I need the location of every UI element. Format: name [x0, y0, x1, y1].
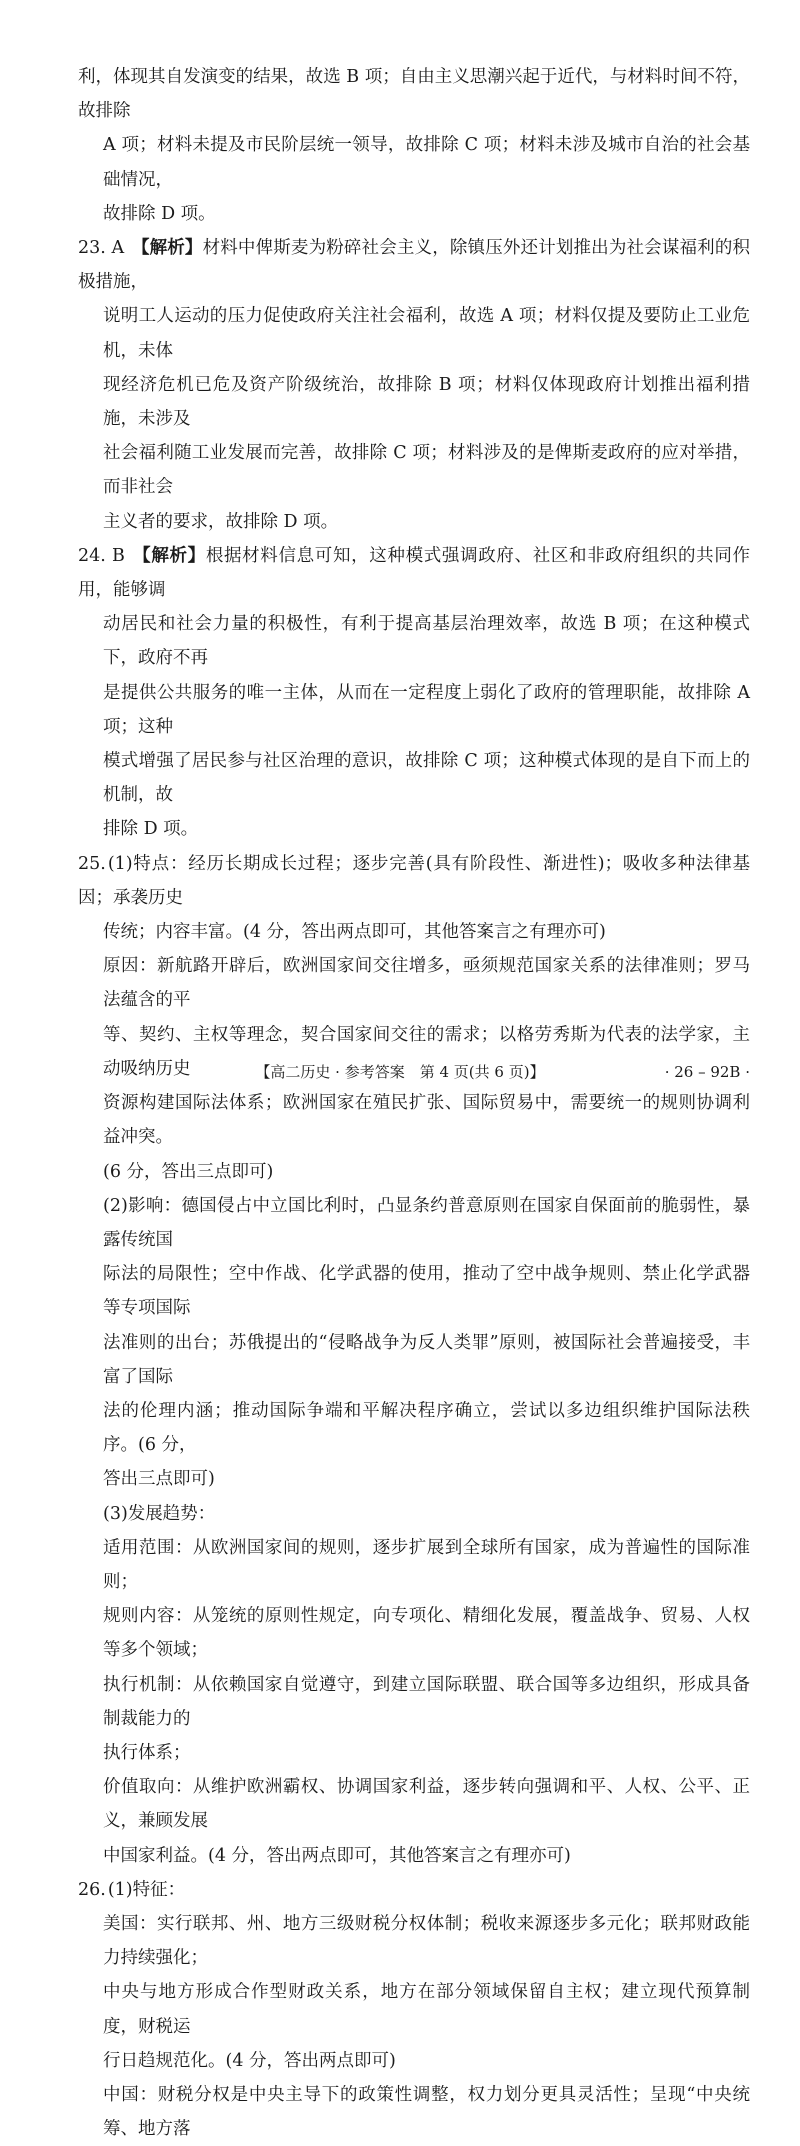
q26-number: 26. [78, 1879, 106, 1900]
footer-page-info: 【高二历史 · 参考答案 第 4 页(共 6 页)】 [255, 1063, 545, 1081]
q22-line: 利，体现其自发演变的结果，故选 B 项；自由主义思潮兴起于近代，与材料时间不符，故排除 [78, 67, 750, 122]
q25-line: 法准则的出台；苏俄提出的“侵略战争为反人类罪”原则，被国际社会普遍接受，丰富了国际 [103, 1332, 750, 1387]
q26-line: 中央与地方形成合作型财政关系，地方在部分领域保留自主权；建立现代预算制度，财税运 [103, 1982, 750, 2037]
q24-first-line [78, 539, 750, 607]
q23-line: 社会福利随工业发展而完善，故排除 C 项；材料涉及的是俾斯麦政府的应对举措，而非社会 [103, 443, 750, 498]
q26-text: (1)特征： [107, 1879, 186, 1900]
q26-first-line [78, 1873, 750, 1907]
q26-line: 行日趋规范化。(4 分，答出两点即可) [103, 2050, 396, 2071]
q24-number: 24. B [78, 545, 125, 566]
q25-line: 价值取向：从维护欧洲霸权、协调国家利益，逐步转向强调和平、人权、公平、正义，兼顾发展 [103, 1777, 750, 1832]
q25-line: 际法的局限性；空中作战、化学武器的使用，推动了空中战争规则、禁止化学武器等专项国际 [103, 1264, 750, 1319]
answer-content [78, 60, 750, 2146]
q23-analysis-tag: 【解析】 [131, 238, 203, 259]
q25-line: 规则内容：从笼统的原则性规定，向专项化、精细化发展，覆盖战争、贸易、人权等多个领域； [103, 1606, 750, 1661]
q25-line: (6 分，答出三点即可) [103, 1161, 274, 1182]
q25-line: 等、契约、主权等理念，契合国家间交往的需求；以格劳秀斯为代表的法学家，主动吸纳历史 [103, 1024, 750, 1079]
q24-line: 模式增强了居民参与社区治理的意识，故排除 C 项；这种模式体现的是自下而上的机制，故 [103, 751, 750, 806]
q25-line: 法的伦理内涵；推动国际争端和平解决程序确立，尝试以多边组织维护国际法秩序。(6 分， [103, 1400, 750, 1456]
q23-first-line [78, 231, 750, 299]
q24-line: 是提供公共服务的唯一主体，从而在一定程度上弱化了政府的管理职能，故排除 A 项；这种 [103, 682, 750, 737]
q24-text: 根据材料信息可知，这种模式强调政府、社区和非政府组织的共同作用，能够调 [78, 545, 750, 601]
q22-line: 故排除 D 项。 [103, 203, 216, 224]
q25-line: 适用范围：从欧洲国家间的规则，逐步扩展到全球所有国家，成为普遍性的国际准则； [103, 1537, 750, 1592]
q25-line: 执行体系； [103, 1742, 191, 1763]
q26-line: 美国：实行联邦、州、地方三级财税分权体制；税收来源逐步多元化；联邦财政能力持续强化； [103, 1913, 750, 1969]
q25-line: 执行机制：从依赖国家自觉遵守，到建立国际联盟、联合国等多边组织，形成具备制裁能力的 [103, 1674, 750, 1729]
page-footer [0, 1058, 800, 1086]
q25-number: 25. [78, 853, 106, 874]
q24-line: 排除 D 项。 [103, 819, 199, 840]
q24-line: 动居民和社会力量的积极性，有利于提高基层治理效率，故选 B 项；在这种模式下，政府不再 [103, 614, 750, 669]
q23-line: 说明工人运动的压力促使政府关注社会福利，故选 A 项；材料仅提及要防止工业危机，未体 [103, 306, 750, 361]
q24-analysis-tag: 【解析】 [133, 545, 206, 566]
q23-line: 主义者的要求，故排除 D 项。 [103, 511, 339, 532]
q25-line: 传统；内容丰富。(4 分，答出两点即可，其他答案言之有理亦可) [103, 922, 606, 943]
q25-line: (3)发展趋势： [103, 1503, 216, 1524]
q25-first-line [78, 847, 750, 915]
q23-text: 材料中俾斯麦为粉碎社会主义，除镇压外还计划推出为社会谋福利的积极措施， [78, 238, 750, 293]
footer-code: · 26 – 92B · [664, 1063, 750, 1081]
q25-line: 中国家利益。(4 分，答出两点即可，其他答案言之有理亦可) [103, 1845, 571, 1866]
q25-text: (1)特点：经历长期成长过程；逐步完善(具有阶段性、渐进性)；吸收多种法律基因；承袭历史 [78, 853, 750, 908]
q23-number: 23. A [78, 238, 125, 259]
q22-line: A 项；材料未提及市民阶层统一领导，故排除 C 项；材料未涉及城市自治的社会基础情况， [103, 135, 750, 190]
q25-line: 资源构建国际法体系；欧洲国家在殖民扩张、国际贸易中，需要统一的规则协调利益冲突。 [103, 1093, 750, 1148]
q25-line: 答出三点即可) [103, 1469, 215, 1490]
q23-line: 现经济危机已危及资产阶级统治，故排除 B 项；材料仅体现政府计划推出福利措施，未涉及 [103, 374, 750, 430]
q26-line: 中国：财税分权是中央主导下的政策性调整，权力划分更具灵活性；呈现“中央统筹、地方落 [103, 2084, 750, 2140]
q25-line: 原因：新航路开辟后，欧洲国家间交往增多，亟须规范国家关系的法律准则；罗马法蕴含的平 [103, 956, 750, 1011]
q25-line: (2)影响：德国侵占中立国比利时，凸显条约普意原则在国家自保面前的脆弱性，暴露传统国 [103, 1195, 750, 1250]
